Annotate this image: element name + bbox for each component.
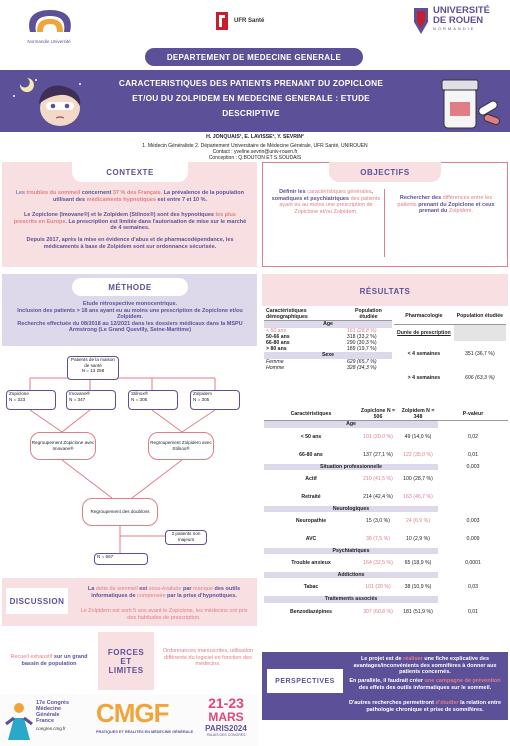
discussion-text: est: [139, 586, 148, 592]
contexte-title: CONTEXTE: [106, 167, 154, 177]
table-pharmacology: [394, 308, 506, 389]
rouen-logo-line2: DE ROUEN: [433, 15, 484, 26]
t3-group: Age: [264, 421, 438, 428]
methode-p1: Etude rétrospective monocentrique.: [82, 301, 178, 307]
forces-title-3: LIMITES: [108, 665, 144, 675]
rouen-logo-icon: [412, 6, 430, 36]
flow-box-zopiclone: [6, 390, 56, 410]
t3-cell: 100 (28,7 %): [403, 475, 433, 482]
flow-zopi-label: Zopiclone: [9, 391, 29, 396]
t3-group: Traitements associés: [264, 596, 438, 602]
t1-cell: > 80 ans: [266, 346, 287, 353]
t3-cell: Neuropathie: [295, 517, 327, 524]
flow-box-imovane: [66, 390, 116, 410]
objectifs-divider: [384, 189, 385, 257]
sleeping-face-icon: [6, 74, 88, 130]
congress-line-2: Médecine: [36, 706, 62, 712]
flow-excluded-label: 2 patients non majeurs: [171, 531, 201, 542]
objectifs-highlight: caractéristiques générales: [307, 189, 372, 195]
affiliation: 1. Médecin Généraliste 2. Département Universitaire de Médecine Générale, UFR Santé, UNIROUEN: [142, 143, 368, 149]
contexte-text: Le Zopiclone (Imovane®) et le Zolpidem (Stilnox®) sont des hypnotiques: [24, 212, 214, 218]
contact: Contact : yveline.sevrin@univ-rouen.fr: [212, 149, 298, 155]
discussion-text: par: [182, 586, 192, 592]
t3-group: Situation professionnelle: [264, 464, 438, 470]
normandie-logo: [14, 6, 84, 42]
flow-zolp-label: Zolpidem: [193, 391, 212, 396]
discussion-text: de: [129, 592, 136, 599]
t3-cell: 0,02: [467, 433, 479, 440]
objectifs-title-box: [329, 162, 441, 182]
t3-cell: 0,01: [467, 451, 479, 458]
t2-cell: < 4 semaines: [407, 350, 441, 357]
t3-group: Psychiatriques: [264, 548, 438, 554]
t3-cell: 65 (18,9 %): [404, 560, 432, 567]
flow-stil-count: N = 305: [131, 396, 148, 402]
perspectives-highlight: réaliser: [403, 656, 423, 662]
t3-header-characteristics: Caractéristiques: [290, 411, 332, 418]
congress-figure-icon: [2, 700, 36, 742]
flow-regroup-zopiclone: [30, 432, 96, 460]
discussion-title: DISCUSSION: [9, 596, 65, 606]
discussion-text: par la prise d'hypnotiques.: [167, 592, 237, 599]
contexte-text: concernent: [81, 190, 112, 196]
t3-cell: 15 (3,0 %): [366, 517, 390, 524]
t2-cell: > 4 semaines: [407, 374, 441, 381]
perspectives-title: PERSPECTIVES: [275, 677, 335, 685]
discussion-highlight: dette de sommeil: [95, 586, 138, 592]
flow-imo-count: N = 347: [69, 396, 86, 402]
discussion-title-box: [6, 588, 68, 614]
congress-line-1: 17e Congrès: [36, 700, 70, 706]
contexte-text: La prévalence de la population utilisant des: [52, 190, 245, 203]
t3-cell: Benzodiazépines: [289, 608, 333, 615]
t3-cell: 181 (51,9 %): [403, 608, 433, 615]
contexte-text: . La prescription est limitée dans l'autorisation de mise sur le marché de 4 semaines.: [65, 218, 247, 232]
discussion-highlight: sous-évaluée: [148, 586, 182, 592]
rouen-logo-line1: UNIVERSITÉ: [433, 5, 491, 16]
ufr-logo: [214, 8, 284, 34]
normandie-logo-text: Normandie Université: [27, 39, 71, 44]
t1-cell: < 50 ans: [266, 327, 287, 334]
flow-top-label: Patients de la maison de santé: [71, 357, 115, 368]
t3-group: Addictions: [264, 572, 438, 578]
objectifs-right: [391, 195, 501, 215]
t3-cell: Trouble anxieux: [291, 560, 331, 567]
ufr-logo-text: UFR Santé: [234, 18, 265, 24]
t3-header-pvalue: P-valeur: [462, 411, 484, 418]
contexte-highlight: les plus prescrits en Europe: [13, 212, 236, 225]
contexte-highlight: médicaments hypnotiques: [86, 196, 156, 203]
poster-title: [98, 76, 404, 121]
t2-header-pharmacology: Pharmacologie: [405, 312, 443, 319]
t1-cell: 161 (28,8 %): [346, 327, 377, 334]
t1-cell: 328 (34,3 %): [346, 364, 377, 371]
t1-group-age: Age: [264, 321, 392, 328]
t3-cell: 0,01: [467, 608, 479, 615]
congress-dates: [196, 696, 256, 737]
t3-cell: Actif: [305, 475, 317, 482]
congress-venue: PALAIS DES CONGRÈS: [206, 733, 246, 737]
objectifs-title: OBJECTIFS: [360, 167, 410, 177]
flow-stil-label: Stilnox®: [131, 391, 149, 396]
t1-header-characteristics: Caractéristiques démographiques: [266, 308, 308, 321]
forces-title-2: ET: [120, 656, 132, 666]
discussion-p1: [76, 586, 252, 599]
t2-header-population: Population étudiée: [456, 312, 504, 319]
congress-city: PARIS2024: [205, 724, 247, 733]
perspectives-text: une fiche explicative des avantages/inconvénients des somnifères: [353, 656, 490, 669]
t3-cell: Retraité: [301, 493, 321, 500]
objectifs-text: Définir les: [279, 189, 306, 195]
t3-cell: 0,009: [466, 535, 480, 542]
table-demographics: [264, 308, 392, 371]
t2-cell: 351 (36,7 %): [465, 350, 495, 357]
rouen-logo: [412, 6, 508, 42]
perspectives-p1: [346, 656, 504, 676]
t3-cell: AVC: [305, 535, 317, 542]
perspectives-text: En parallèle, il faudrait créer: [349, 678, 424, 684]
cmgf-tagline: PRATIQUES ET RÉALITÉS EN MÉDECINE GÉNÉRALE: [96, 730, 194, 734]
perspectives-text: Le projet est de: [360, 656, 402, 662]
title-line-1: CARACTERISTIQUES DES PATIENTS PRENANT DU ZOPICLONE: [118, 78, 384, 88]
t3-cell: 10 (2,9 %): [406, 535, 430, 542]
congress-footer: [0, 694, 258, 746]
congress-site: congres.cmg.fr: [36, 726, 66, 731]
t3-cell: 164 (32,5 %): [363, 560, 393, 567]
discussion-text: des outils informatiques: [91, 586, 241, 599]
t3-cell: 38 (10,9 %): [404, 584, 432, 591]
objectifs-left: [271, 189, 381, 215]
perspectives-text: à donner aux patients concernés.: [399, 662, 497, 676]
methode-title-box: [72, 278, 188, 296]
objectifs-highlight: différences: [442, 195, 470, 201]
t3-cell: 163 (46,7 %): [403, 493, 433, 500]
objectifs-text: , somatiques et psychiatriques: [271, 189, 373, 202]
perspectives-p3: [346, 700, 504, 713]
t3-cell: 0,0001: [465, 560, 481, 567]
flow-box-excluded: [165, 530, 207, 545]
table-comparison: [264, 408, 508, 621]
resultats-title-wrap: [262, 281, 508, 299]
objectifs-highlight: des patients: [350, 195, 381, 202]
methode-text: [10, 301, 250, 334]
t3-cell: 214 (42,4 %): [363, 493, 393, 500]
conception: Conception : Q.BOUTON ET S.SOUDAIS: [208, 155, 302, 161]
cmgf-logo: [96, 698, 196, 734]
contexte-highlight: 37 % des Français.: [112, 190, 163, 196]
t1-cell: 318 (33,2 %): [346, 333, 377, 340]
t1-cell: Femme: [266, 358, 284, 365]
perspectives-p2: [346, 678, 504, 691]
perspectives-section: [262, 652, 508, 720]
methode-title: MÉTHODE: [108, 282, 152, 292]
flow-box-final: [94, 553, 148, 565]
objectifs-highlight: entre les patients: [397, 195, 493, 208]
congress-line-3: Générale: [36, 712, 60, 718]
forces-right: Ordonnances manuscrites, utilisation différente du logiciel en fonction des médecins.: [162, 648, 254, 668]
discussion-text: La: [87, 586, 95, 592]
perspectives-highlight: une campagne de prévention: [424, 678, 501, 684]
t3-cell: 38 (7,5 %): [366, 535, 390, 542]
flow-final-count: N = 557: [97, 554, 114, 559]
resultats-title: RÉSULTATS: [359, 287, 411, 296]
discussion-p2: Le Zolpidem est sorti 5 ans avant le Zopiclone, les médecins ont pris des habitudes de prescription.: [80, 608, 248, 621]
discussion-highlight: manque: [193, 586, 213, 592]
resultats-header: [262, 274, 508, 306]
normandie-logo-icon: [20, 6, 80, 34]
t3-cell: 101 (20 %): [365, 584, 391, 591]
t1-cell: 189 (19,7 %): [346, 346, 377, 353]
t3-cell: 0,03: [467, 584, 479, 591]
flow-zolp-count: N = 305: [193, 396, 210, 402]
t3-header-zolpidem: Zolpidem N = 348: [401, 408, 435, 421]
contexte-title-box: [72, 162, 188, 182]
forces-left: [6, 654, 92, 667]
contexte-text: Les: [15, 190, 25, 196]
t2-cell: 606 (63,3 %): [465, 374, 495, 381]
discussion-highlight: compensée: [137, 592, 166, 599]
t3-cell: 101 (20,0 %): [363, 433, 393, 440]
t3-cell: 24 (6,9 %): [406, 517, 430, 524]
t1-header-population: Population étudiée: [355, 308, 382, 321]
flowchart-lines: [0, 348, 258, 582]
contexte-text: est entre 7 et 10 %.: [157, 196, 208, 203]
flow-box-zolpidem: [190, 390, 240, 410]
flow-box-stilnox: [128, 390, 178, 410]
department-banner: DEPARTEMENT DE MEDECINE GENERALE: [145, 48, 363, 66]
t3-cell: 49 (14,0 %): [404, 433, 432, 440]
t3-cell: < 50 ans: [300, 433, 322, 440]
ufr-logo-icon: [214, 10, 230, 32]
t3-cell: 307 (60,8 %): [363, 608, 393, 615]
contexte-section: [2, 162, 257, 267]
contexte-highlight: troubles du sommeil: [26, 190, 81, 196]
rouen-logo-line3: NORMANDIE: [433, 26, 476, 31]
methode-p3: Recherche effectuée du 08/2018 au 12/2021 dans les dossiers médicaux dans la MSPU Armstrong (Le Grand Quevilly, Seine-Maritime): [17, 320, 243, 334]
flow-regroup-doublons: [82, 498, 158, 526]
objectifs-text: Rechercher des: [399, 195, 442, 201]
t3-cell: 122 (35,0 %): [403, 451, 433, 458]
forces-title-box: [98, 632, 154, 690]
t1-cell: 629 (65,7 %): [346, 358, 377, 365]
t2-subheader: Durée de prescription: [397, 329, 451, 336]
perspectives-highlight: d'étudier: [435, 700, 459, 706]
authors: H. JONQUAIS¹, E. LAVISSE², Y. SEVRIN²: [206, 134, 304, 140]
flow-regroup-3-label: Regroupement des doublons: [90, 509, 150, 515]
flow-regroup-2-label: Regroupement Zolpidem avec Stilnox®: [150, 440, 212, 451]
forces-section: [2, 632, 257, 690]
flow-imo-label: Imovane®: [69, 391, 91, 396]
contexte-p3: Depuis 2017, après la mise en évidence d'abus et de pharmacodépendance, les médicaments à base de Zolpidem sont sur ordonnance sécurisée.: [26, 237, 234, 250]
t3-cell: 210 (41,5 %): [363, 475, 393, 482]
flow-regroup-zolpidem: [148, 432, 214, 460]
methode-header: [2, 274, 257, 346]
perspectives-title-box: [266, 668, 344, 694]
t3-cell: 137 (27,1 %): [363, 451, 393, 458]
forces-text: sur un grand bassin de population: [21, 654, 88, 667]
congress-label: [36, 700, 92, 731]
congress-line-4: France: [36, 718, 55, 724]
forces-title-1: FORCES: [107, 647, 145, 657]
title-line-3: DESCRIPTIVE: [222, 108, 280, 118]
discussion-section: [2, 578, 257, 626]
t3-group: Neurologiques: [264, 506, 438, 512]
t3-cell: Tabac: [303, 584, 319, 591]
objectifs-highlight: ayant eu au moins une prescription de Zopiclone et/ou Zolpidem.: [279, 202, 373, 215]
flow-zopi-count: N = 323: [9, 396, 26, 402]
title-line-2: ET/OU DU ZOLPIDEM EN MEDECINE GENERALE : ETUDE: [132, 93, 370, 103]
pill-bottle-icon: [428, 74, 508, 132]
flow-box-top: [67, 356, 119, 380]
perspectives-text: la relation entre pathologie chronique et prise de somnifères.: [366, 700, 502, 713]
authors-block: [100, 134, 410, 161]
flow-top-count: N = 13 258: [81, 368, 105, 374]
t3-cell: 0,003: [466, 517, 480, 524]
t3-cell: 66-80 ans: [299, 451, 323, 458]
perspectives-text: des effets des outils informatiques sur le sommeil.: [358, 684, 492, 691]
objectifs-section: [262, 162, 508, 267]
contexte-p1: [12, 190, 248, 203]
t3-cell: 0,003: [466, 463, 480, 470]
t3-header-zopiclone: Zopiclone N = 506: [360, 408, 396, 421]
t1-cell: 66-80 ans: [266, 340, 290, 347]
t1-cell: 290 (30,3 %): [346, 340, 377, 347]
t1-group-sex: Sexe: [264, 352, 392, 358]
flow-regroup-1-label: Regroupement Zopiclone avec Imovane®: [31, 440, 95, 451]
cmgf-wordmark: CMGF: [96, 698, 169, 728]
t1-cell: Homme: [266, 364, 285, 371]
contexte-p2: [12, 212, 248, 232]
objectifs-text: prenant du Zopiclone et ceux prenant du: [418, 201, 495, 215]
congress-month: MARS: [208, 710, 244, 724]
methode-p2: Inclusion des patients > 18 ans ayant eu au moins une prescription de Zopiclone et/ou Zolpidem.: [17, 307, 243, 321]
objectifs-highlight: Zolpidem.: [448, 208, 474, 215]
forces-highlight: Recueil exhaustif: [10, 654, 53, 660]
t1-cell: 50-66 ans: [266, 333, 290, 340]
perspectives-text: D'autres recherches permettront: [348, 700, 434, 706]
congress-days: 21-23: [208, 695, 244, 711]
